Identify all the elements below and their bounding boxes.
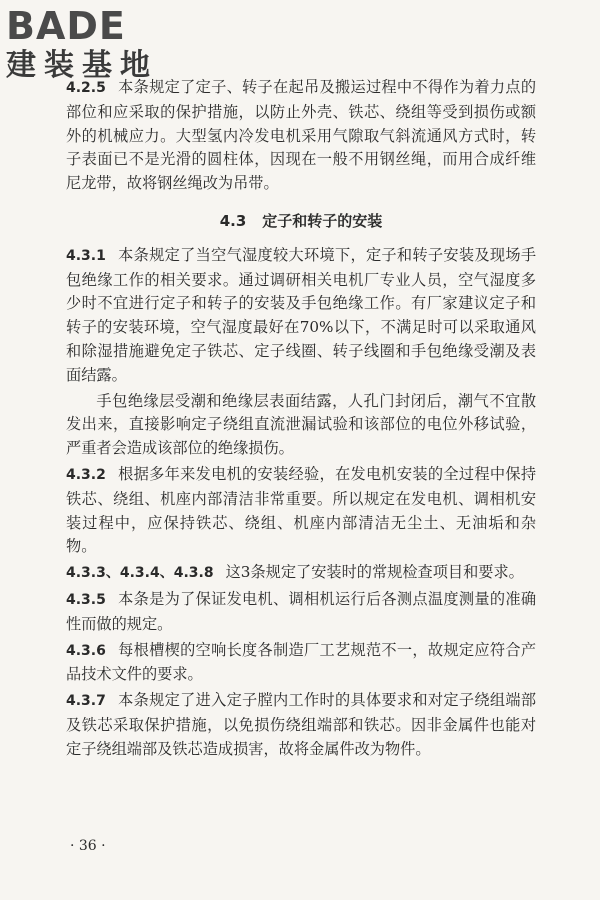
clause-4-3-1 (66, 244, 536, 388)
section-number: 4.3 (219, 211, 247, 230)
clause-text: 本条规定了当空气湿度较大环境下，定子和转子安装及现场手包绝缘工作的相关要求。通过调研相关电机厂专业人员，空气湿度多少时不宜进行定子和转子的安装及手包绝缘工作。有厂家建议定子和转子的安装环境，空气湿度最好在70%以下，不满足时可以采取通风和除湿措施避免定子铁芯、定子线圈、转子线圈和手包绝缘受潮及表面结露。 (66, 245, 536, 384)
clause-number: 4.3.5 (66, 591, 106, 608)
clause-4-3-6 (66, 639, 536, 688)
clause-text: 每根槽楔的空响长度各制造厂工艺规范不一，故规定应符合产品技术文件的要求。 (66, 640, 536, 684)
clause-text: 本条规定了进入定子膛内工作时的具体要求和对定子绕组端部及铁芯采取保护措施，以免损伤绕组端部和铁芯。因非金属件也能对定子绕组端部及铁芯造成损害，故将金属件改为物件。 (66, 691, 536, 758)
logo-text-latin: BADE (6, 4, 126, 48)
clause-4-3-3 (66, 561, 536, 586)
clause-number: 4.3.2 (66, 466, 106, 483)
section-title-text: 定子和转子的安装 (262, 211, 383, 230)
clause-number: 4.3.7 (66, 693, 106, 710)
section-heading (66, 210, 536, 234)
clause-text: 根据多年来发电机的安装经验，在发电机安装的全过程中保持铁芯、绕组、机座内部清洁非常重要。所以规定在发电机、调相机安装过程中，应保持铁芯、绕组、机座内部清洁无尘土、无油垢和杂物。 (66, 464, 536, 556)
clause-4-3-2 (66, 463, 536, 559)
clause-text: 本条是为了保证发电机、调相机运行后各测点温度测量的准确性而做的规定。 (66, 589, 536, 633)
document-body (66, 76, 536, 764)
clause-4-3-1-continued (66, 390, 536, 461)
clause-number: 4.3.6 (66, 642, 106, 659)
clause-4-2-5 (66, 76, 536, 196)
clause-4-3-5 (66, 588, 536, 637)
clause-text: 手包绝缘层受潮和绝缘层表面结露，人孔门封闭后，潮气不宜散发出来，直接影响定子绕组直流泄漏试验和该部位的电位外移试验，严重者会造成该部位的绝缘损伤。 (66, 391, 536, 458)
logo-text-chinese: 建装基地 (6, 48, 158, 83)
clause-text: 这3条规定了安装时的常规检查项目和要求。 (225, 563, 524, 582)
clause-number: 4.3.1 (66, 247, 106, 264)
clause-4-3-7 (66, 689, 536, 761)
clause-number: 4.3.3、4.3.4、4.3.8 (66, 565, 214, 582)
clause-text: 本条规定了定子、转子在起吊及搬运过程中不得作为着力点的部位和应采取的保护措施，以防止外壳、铁芯、绕组等受到损伤或额外的机械应力。大型氢内冷发电机采用气隙取气斜流通风方式时，转子表面已不是光滑的圆柱体，因现在一般不用钢丝绳，而用合成纤维尼龙带，故将钢丝绳改为吊带。 (66, 78, 536, 193)
clause-number: 4.2.5 (66, 80, 106, 96)
page-number: · 36 · (70, 838, 106, 854)
